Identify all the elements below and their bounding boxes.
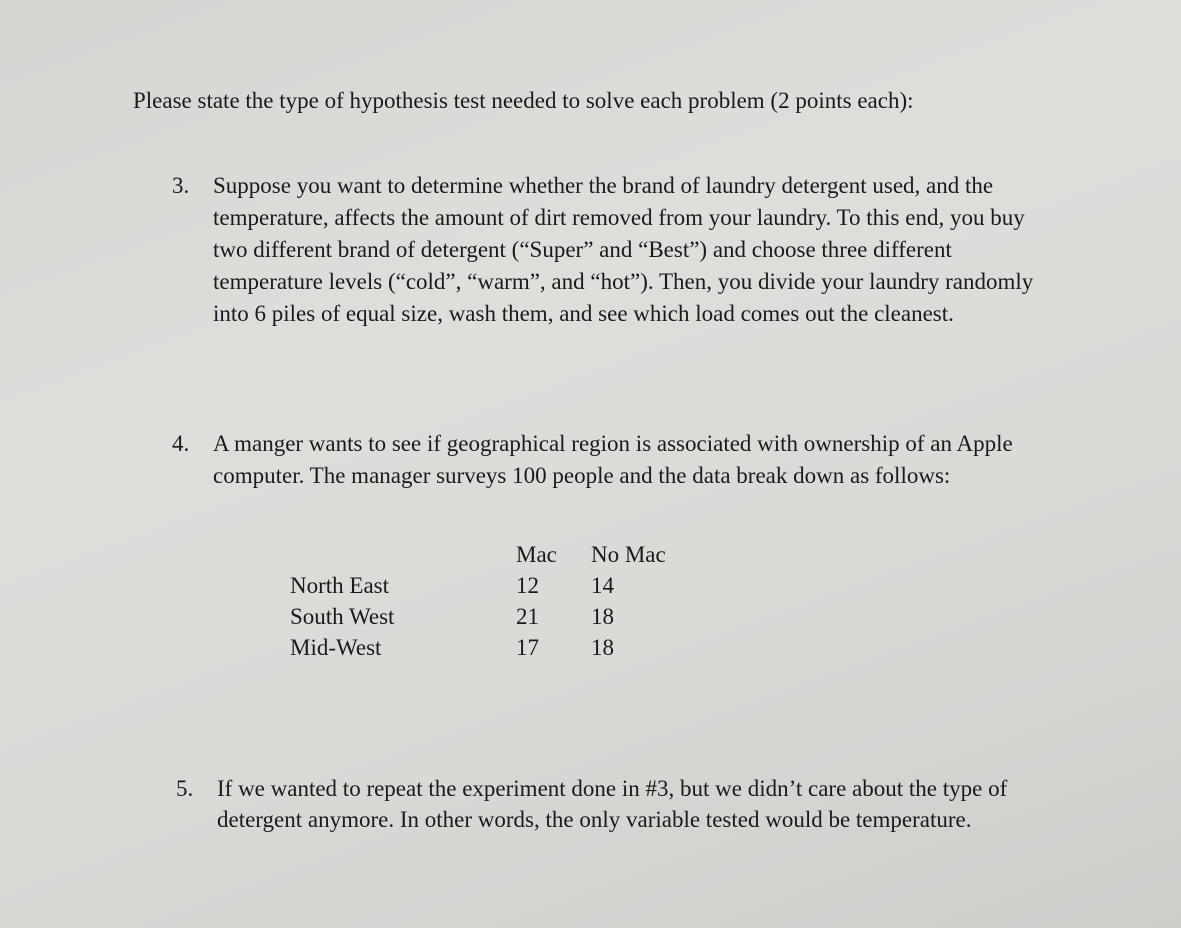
problem-number: 4. [172,431,190,456]
problem-line: temperature, affects the amount of dirt removed from your laundry. To this end, you buy [213,205,1025,230]
problem-line: into 6 piles of equal size, wash them, and see which load comes out the cleanest. [213,301,954,326]
table-row [290,570,690,601]
cell-no-mac: 14 [591,573,614,598]
problem-text [217,773,1007,835]
problem-number: 5. [176,776,194,801]
problem-text [213,170,1033,330]
problem-line: Suppose you want to determine whether the brand of laundry detergent used, and the [213,173,994,198]
problem-text [213,428,1013,492]
problem-line: detergent anymore. In other words, the only variable tested would be temperature. [217,807,972,832]
problem-line: A manger wants to see if geographical region is associated with ownership of an Apple [213,431,1013,456]
problem-line: two different brand of detergent (“Super” and “Best”) and choose three different [213,237,952,262]
table-row [290,601,690,632]
instructions-heading: Please state the type of hypothesis test needed to solve each problem (2 points each): [133,88,914,113]
problem-line: temperature levels (“cold”, “warm”, and “hot”). Then, you divide your laundry randomly [213,269,1034,294]
cell-mac: 17 [516,635,539,660]
cell-mac: 21 [516,604,539,629]
row-region: North East [290,573,390,598]
problem-number: 3. [172,173,190,198]
cell-mac: 12 [516,573,539,598]
column-header-mac: Mac [516,542,557,567]
table-row [290,632,690,663]
row-region: Mid-West [290,635,382,660]
row-region: South West [290,604,395,629]
column-header-no-mac: No Mac [591,542,666,567]
cell-no-mac: 18 [591,604,614,629]
problem-line: computer. The manager surveys 100 people and the data break down as follows: [213,463,951,488]
problem-line: If we wanted to repeat the experiment done in #3, but we didn’t care about the type of [217,776,1008,801]
cell-no-mac: 18 [591,635,614,660]
